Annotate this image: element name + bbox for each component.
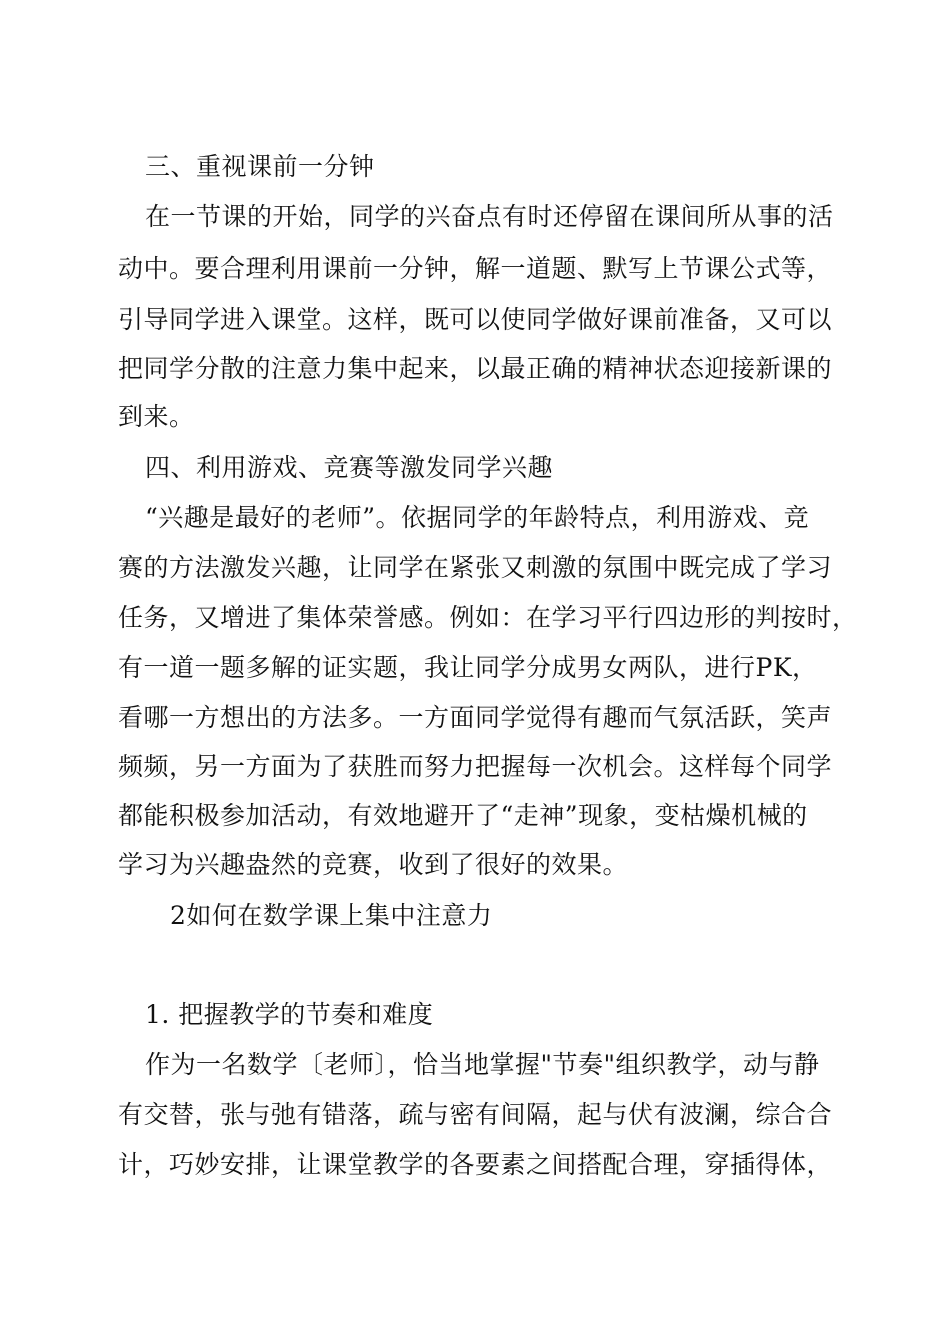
paragraph-line: 任务，又增进了集体荣誉感。例如：在学习平行四边形的判按时， (118, 603, 858, 632)
paragraph-line: 频频，另一方面为了获胜而努力把握每一次机会。这样每个同学 (118, 752, 833, 781)
paragraph-line: 在一节课的开始，同学的兴奋点有时还停留在课间所从事的活 (145, 202, 834, 231)
section-heading-4: 四、利用游戏、竞赛等激发同学兴趣 (145, 453, 554, 482)
paragraph-line: 动中。要合理利用课前一分钟，解一道题、默写上节课公式等， (118, 254, 833, 283)
subsection-heading: 1. 把握教学的节奏和难度 (145, 1000, 434, 1029)
paragraph-line: 引导同学进入课堂。这样，既可以使同学做好课前准备，又可以 (118, 305, 833, 334)
paragraph-line: 赛的方法激发兴趣，让同学在紧张又刺激的氛围中既完成了学习 (118, 553, 833, 582)
paragraph-line: 看哪一方想出的方法多。一方面同学觉得有趣而气氛活跃，笑声 (118, 703, 833, 732)
paragraph-line: “兴趣是最好的老师”。依据同学的年龄特点，利用游戏、竞 (145, 503, 810, 532)
paragraph-line: 到来。 (118, 402, 195, 431)
paragraph-line: 都能积极参加活动，有效地避开了“走神”现象，变枯燥机械的 (118, 801, 808, 830)
chapter-heading: 2如何在数学课上集中注意力 (170, 901, 493, 930)
paragraph-line: 作为一名数学〔老师〕，恰当地掌握"节奏"组织教学，动与静 (145, 1050, 820, 1079)
paragraph-line: 有一道一题多解的证实题，我让同学分成男女两队，进行PK， (118, 653, 818, 682)
paragraph-line: 有交替，张与弛有错落，疏与密有间隔，起与伏有波澜，综合合 (118, 1100, 833, 1129)
paragraph-line: 学习为兴趣盎然的竞赛，收到了很好的效果。 (118, 850, 629, 879)
paragraph-line: 计，巧妙安排，让课堂教学的各要素之间搭配合理，穿插得体， (118, 1150, 833, 1179)
section-heading-3: 三、重视课前一分钟 (145, 152, 375, 181)
paragraph-line: 把同学分散的注意力集中起来，以最正确的精神状态迎接新课的 (118, 354, 833, 383)
